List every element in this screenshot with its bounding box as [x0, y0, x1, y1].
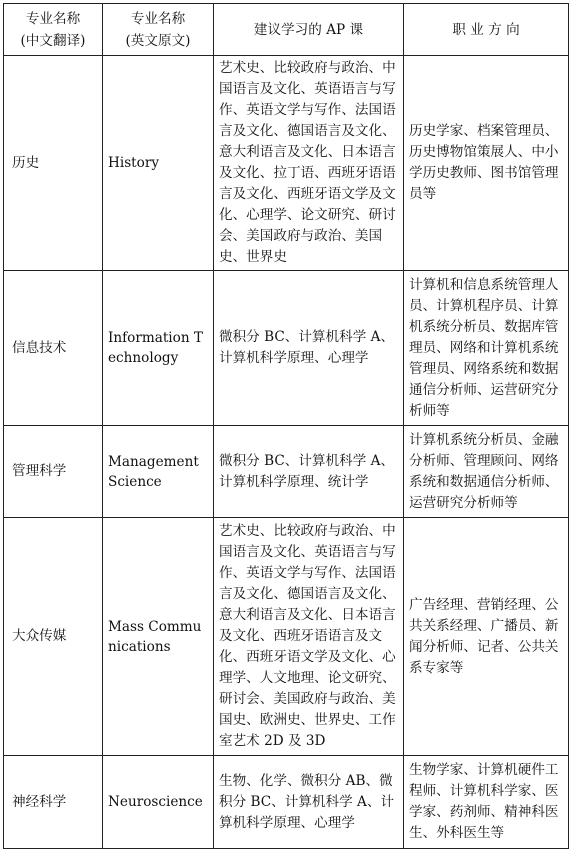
- ap-courses: 微积分 BC、计算机科学 A、计算机科学原理、心理学: [214, 271, 404, 426]
- career-directions: 计算机和信息系统管理人员、计算机程序员、计算机系统分析员、数据库管理员、网络和计算机系统管理员、网络系统和数据通信分析师、运营研究分析师等: [404, 271, 569, 426]
- table-header-row: [4, 4, 569, 56]
- header-major-cn: [4, 4, 103, 56]
- header-ap-courses: 建议学习的 AP 课: [214, 4, 404, 56]
- ap-courses: 生物、化学、微积分 AB、微积分 BC、计算机科学 A、计算机科学原理、心理学: [214, 756, 404, 849]
- career-directions: 历史学家、档案管理员、历史博物馆策展人、中小学历史教师、图书馆管理员等: [404, 56, 569, 271]
- header-career: 职 业 方 向: [404, 4, 569, 56]
- major-en: History: [103, 56, 214, 271]
- major-cn: 管理科学: [4, 426, 103, 518]
- ap-courses: 艺术史、比较政府与政治、中国语言及文化、英语语言与写作、英语文学与写作、法国语言及文化、德国语言及文化、意大利语言及文化、日本语言及文化、西班牙语语言及文化、西班牙语文学及文化、心理学、人文地理、论文研究、研讨会、美国政府与政治、美国史、欧洲史、世界史、工作室艺术 2D 及 3D: [214, 518, 404, 756]
- table-row: [4, 756, 569, 849]
- table-row: [4, 56, 569, 271]
- header-major-en: [103, 4, 214, 56]
- header-major-en-line2: (英文原文): [125, 32, 191, 49]
- career-directions: 生物学家、计算机硬件工程师、计算机科学家、医学家、药剂师、精神科医生、外科医生等: [404, 756, 569, 849]
- table-row: [4, 271, 569, 426]
- ap-courses: 艺术史、比较政府与政治、中国语言及文化、英语语言与写作、英语文学与写作、法国语言及文化、德国语言及文化、意大利语言及文化、日本语言及文化、拉丁语、西班牙语语言及文化、西班牙语文学及文化、心理学、论文研究、研讨会、美国政府与政治、美国史、世界史: [214, 56, 404, 271]
- major-en: Management Science: [103, 426, 214, 518]
- ap-courses: 微积分 BC、计算机科学 A、计算机科学原理、统计学: [214, 426, 404, 518]
- table-row: [4, 426, 569, 518]
- header-major-en-line1: 专业名称: [130, 10, 186, 27]
- table-row: [4, 518, 569, 756]
- major-cn: 历史: [4, 56, 103, 271]
- major-en: Neuroscience: [103, 756, 214, 849]
- career-directions: 广告经理、营销经理、公共关系经理、广播员、新闻分析师、记者、公共关系专家等: [404, 518, 569, 756]
- header-major-cn-line1: 专业名称: [25, 10, 81, 27]
- major-en: Information Technology: [103, 271, 214, 426]
- major-cn: 信息技术: [4, 271, 103, 426]
- major-en: Mass Communications: [103, 518, 214, 756]
- major-cn: 神经科学: [4, 756, 103, 849]
- ap-major-table: [3, 3, 569, 849]
- major-cn: 大众传媒: [4, 518, 103, 756]
- career-directions: 计算机系统分析员、金融分析师、管理顾问、网络系统和数据通信分析师、运营研究分析师等: [404, 426, 569, 518]
- header-major-cn-line2: (中文翻译): [20, 32, 86, 49]
